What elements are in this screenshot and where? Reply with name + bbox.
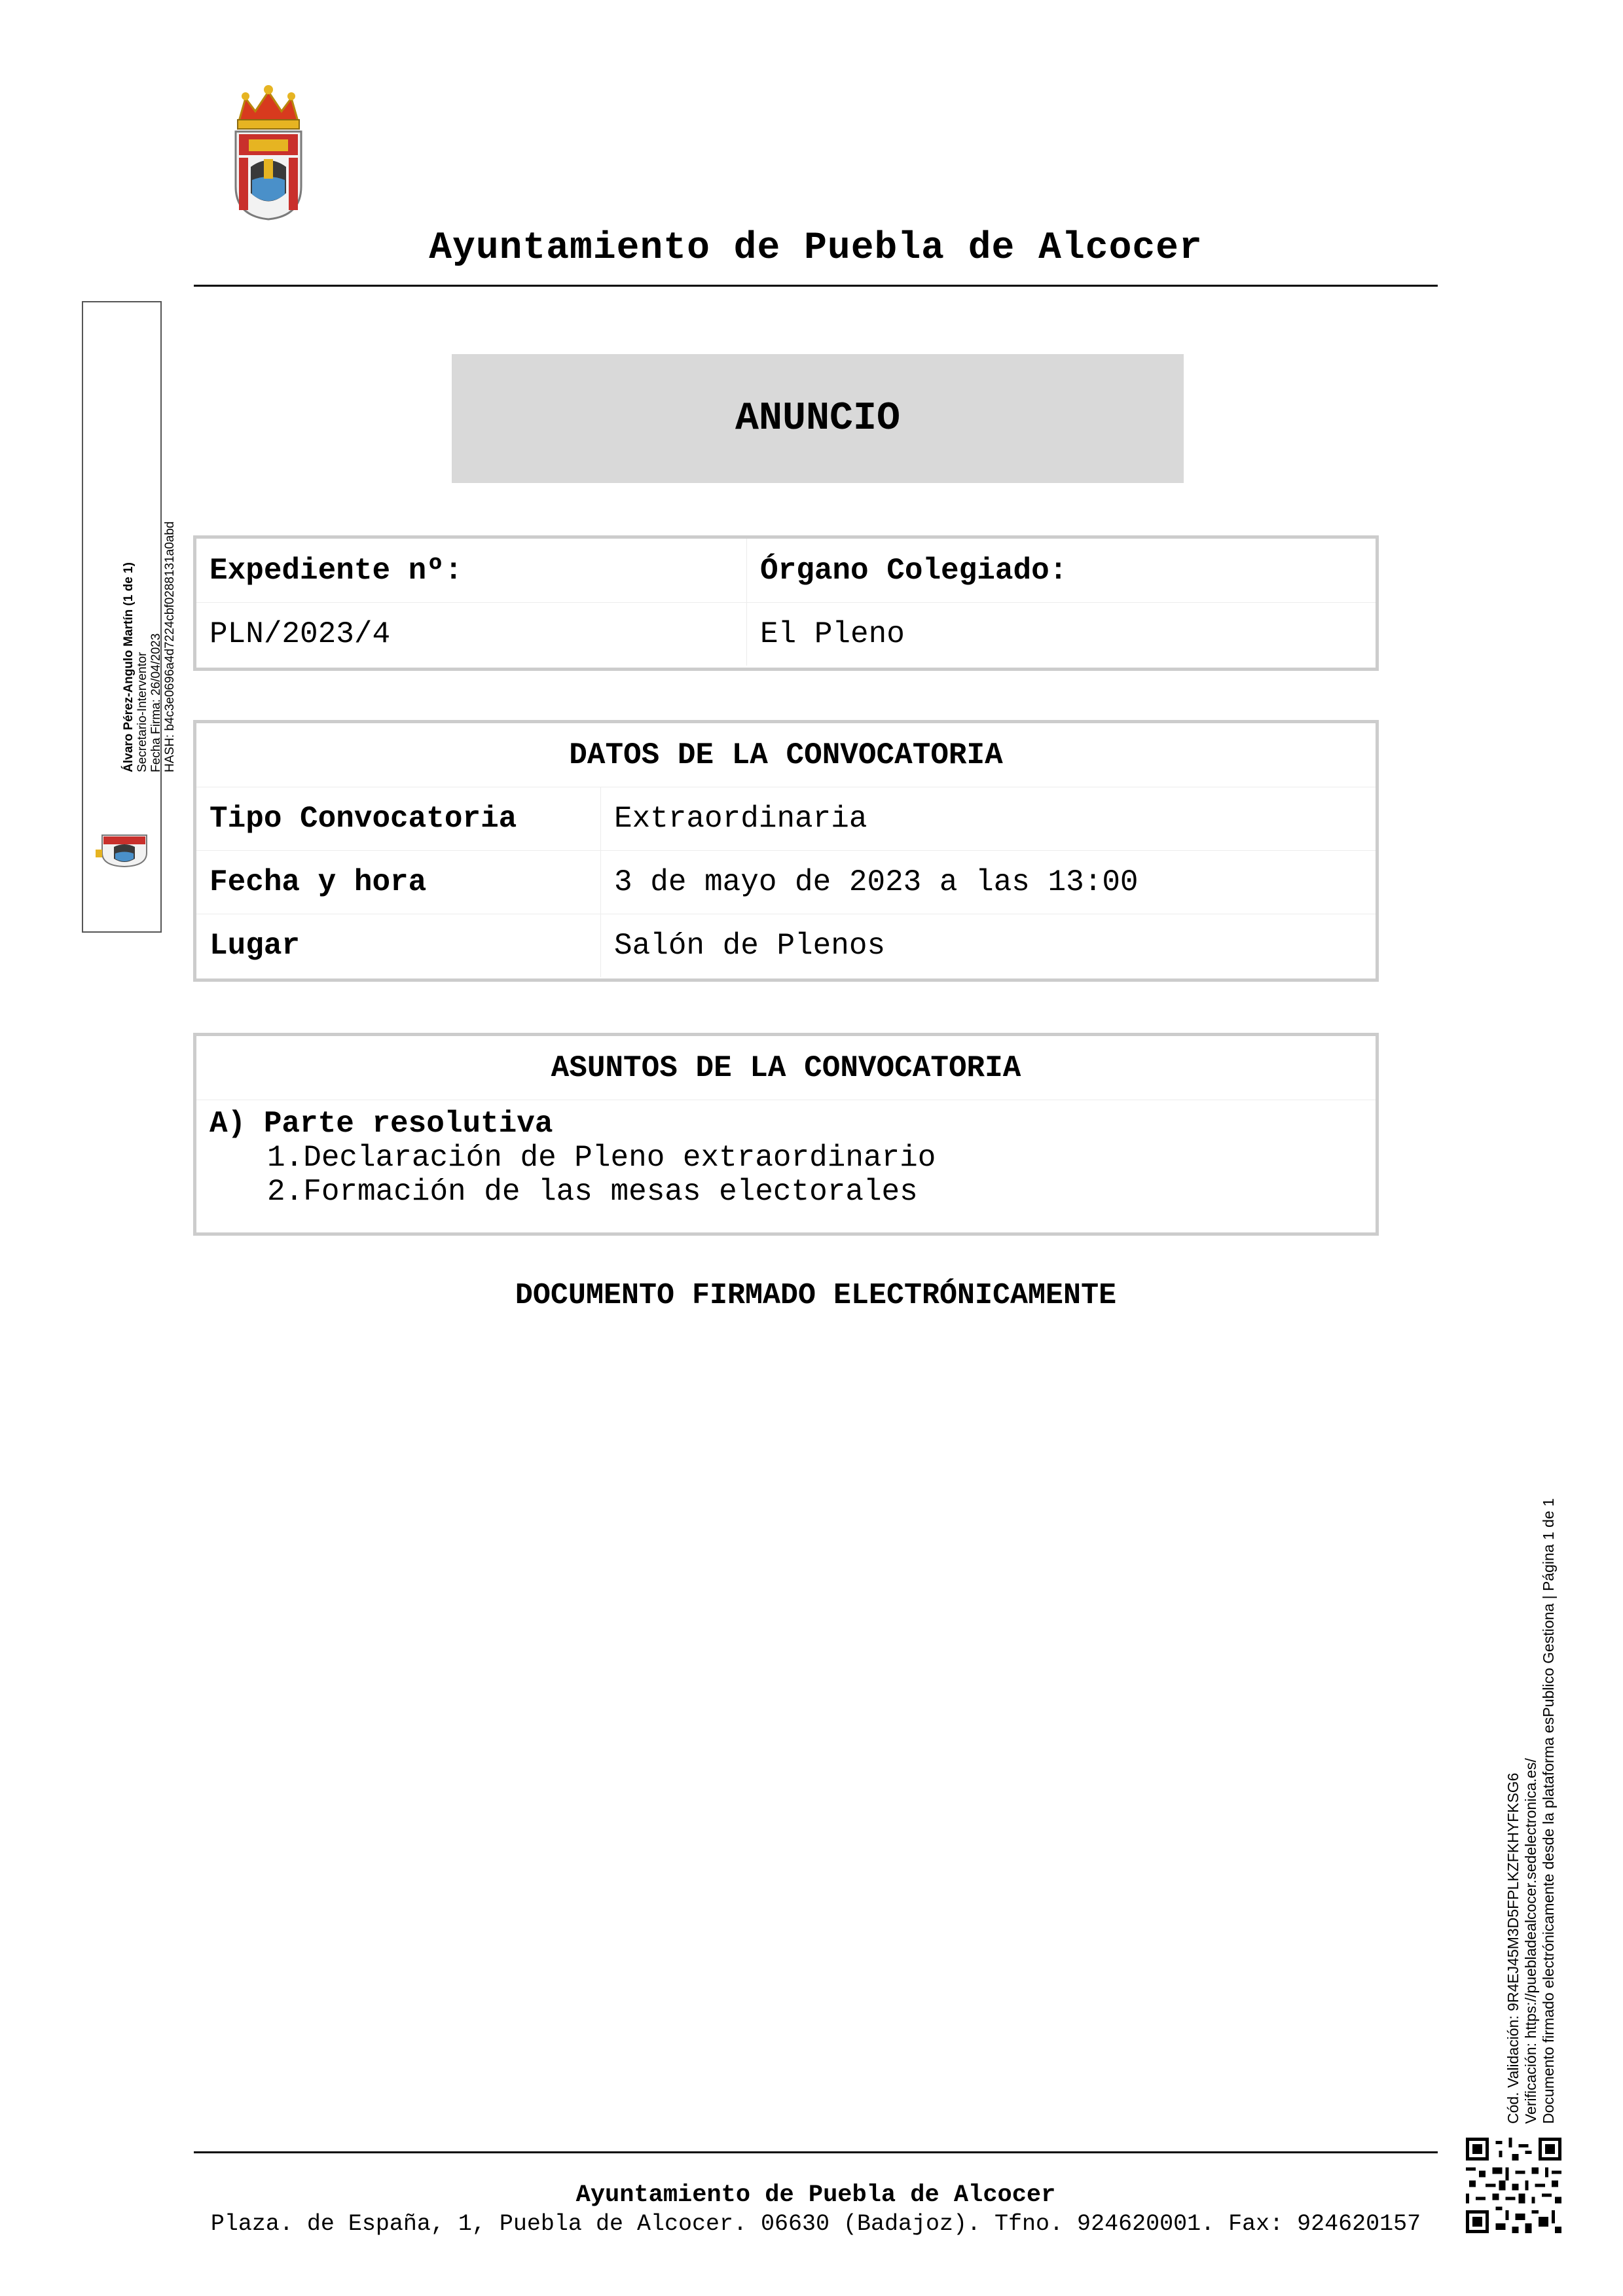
footer-divider xyxy=(194,2151,1438,2153)
firmado-notice: DOCUMENTO FIRMADO ELECTRÓNICAMENTE xyxy=(515,1279,1117,1312)
signature-name: Álvaro Pérez-Angulo Martín (1 de 1) xyxy=(122,562,136,772)
footer-name: Ayuntamiento de Puebla de Alcocer xyxy=(575,2181,1056,2209)
asuntos-title: ASUNTOS DE LA CONVOCATORIA xyxy=(551,1050,1021,1085)
table-header-row xyxy=(196,723,1376,787)
expediente-table xyxy=(193,535,1379,671)
anuncio-title: ANUNCIO xyxy=(735,396,901,441)
header-title: Ayuntamiento de Puebla de Alcocer xyxy=(429,227,1203,270)
table-row xyxy=(196,850,1376,914)
lugar-value: Salón de Plenos xyxy=(600,914,1376,977)
tipo-label: Tipo Convocatoria xyxy=(210,802,517,836)
platform-note: Documento firmado electrónicamente desde la plataforma esPublico Gestiona | Página 1 de 1 xyxy=(1540,1498,1557,2124)
validation-text xyxy=(1504,1404,1558,2124)
organo-value: El Pleno xyxy=(746,603,1376,666)
datos-title: DATOS DE LA CONVOCATORIA xyxy=(569,738,1003,772)
table-row xyxy=(196,539,1376,602)
asuntos-section: A) Parte resolutiva xyxy=(210,1107,553,1141)
validation-code: Cód. Validación: 9R4EJ45M3D5FPLKZFKHYFKSG6 xyxy=(1504,1772,1522,2124)
asuntos-body xyxy=(196,1100,1376,1209)
stamp-crest-icon xyxy=(96,830,153,868)
anuncio-banner xyxy=(452,354,1184,483)
table-row xyxy=(196,787,1376,850)
asuntos-list xyxy=(210,1141,1362,1209)
table-row xyxy=(196,602,1376,666)
signature-date: Fecha Firma: 26/04/2023 xyxy=(149,633,163,772)
asuntos-convocatoria-table xyxy=(193,1033,1379,1236)
qr-code-icon xyxy=(1466,2138,1561,2233)
organo-label: Órgano Colegiado: xyxy=(746,539,1376,602)
fecha-label: Fecha y hora xyxy=(210,865,427,899)
list-item: 1.Declaración de Pleno extraordinario xyxy=(267,1141,936,1175)
signature-hash: HASH: b4c3e0696a4d7224cbf0288131a0abd xyxy=(163,521,177,772)
expediente-value: PLN/2023/4 xyxy=(210,617,391,651)
footer-address: Plaza. de España, 1, Puebla de Alcocer. 06630 (Badajoz). Tfno. 924620001. Fax: 924620157 xyxy=(210,2211,1421,2237)
table-header-row xyxy=(196,1036,1376,1100)
signature-text xyxy=(122,183,177,772)
expediente-label: Expediente nº: xyxy=(210,553,463,588)
tipo-value: Extraordinaria xyxy=(600,787,1376,850)
verification-link[interactable]: Verificación: https://puebladealcocer.sedelectronica.es/ xyxy=(1522,1758,1539,2124)
table-row xyxy=(196,914,1376,977)
list-item: 2.Formación de las mesas electorales xyxy=(267,1175,918,1209)
header-divider xyxy=(194,285,1438,287)
coat-of-arms-icon xyxy=(226,82,311,223)
datos-convocatoria-table xyxy=(193,720,1379,982)
fecha-value: 3 de mayo de 2023 a las 13:00 xyxy=(600,851,1376,914)
signature-role: Secretario-Interventor xyxy=(136,652,149,772)
lugar-label: Lugar xyxy=(210,929,301,963)
